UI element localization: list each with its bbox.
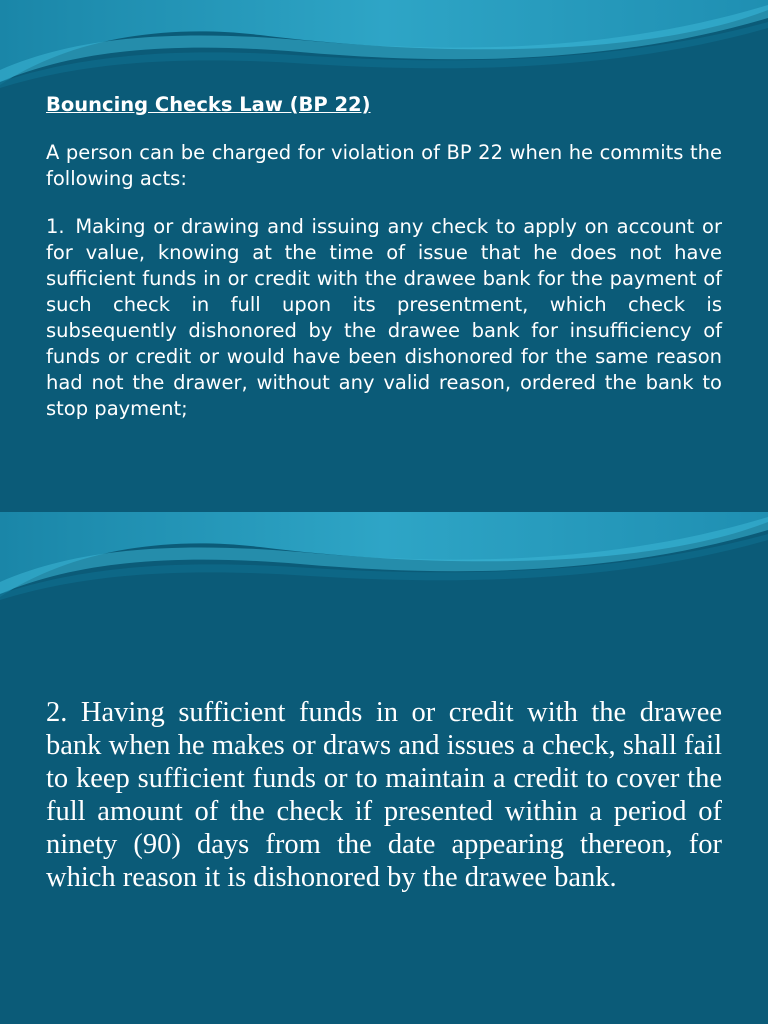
item-1 bbox=[46, 214, 722, 422]
item-1-number: 1. bbox=[46, 215, 65, 238]
item-1-text: Making or drawing and issuing any check to apply on account or for value, knowing at the time of issue that he does not have sufficient funds in or credit with the drawee bank for the payment of such check in full upon its presentment, which check is subsequently dishonored by the drawee bank for insufficiency of funds or credit or would have been dishonored for the same reason had not the drawer, without any valid reason, ordered the bank to stop payment; bbox=[46, 215, 722, 420]
slide-2 bbox=[0, 512, 768, 1024]
wave-decoration bbox=[0, 0, 768, 90]
wave-decoration bbox=[0, 512, 768, 602]
slide-title: Bouncing Checks Law (BP 22) bbox=[46, 93, 371, 116]
item-2-text: 2. Having sufficient funds in or credit with the drawee bank when he makes or draws and issues a check, shall fail to keep sufficient funds or to maintain a credit to cover the full amount of the check if presented within a period of ninety (90) days from the date appearing thereon, for which reason it is dishonored by the drawee bank. bbox=[46, 697, 722, 893]
slide-1-text bbox=[46, 92, 722, 444]
intro-paragraph: A person can be charged for violation of BP 22 when he commits the following acts: bbox=[46, 141, 722, 190]
